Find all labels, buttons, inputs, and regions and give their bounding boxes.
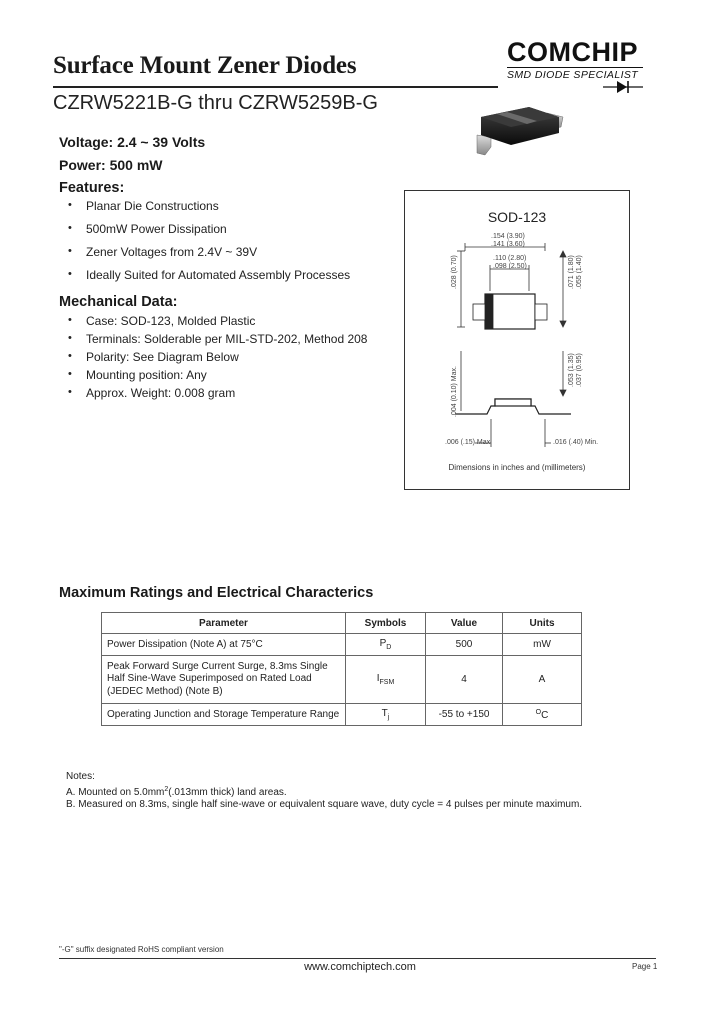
param-line: (JEDEC Method) (Note B)	[107, 685, 223, 697]
symbol-cell	[346, 704, 426, 726]
param-cell: Power Dissipation (Note A) at 75°C	[102, 634, 346, 656]
logo-name: COMCHIP	[507, 37, 638, 67]
dim-side-right-1: .053 (1.35)	[568, 353, 575, 387]
symbol-sub: D	[386, 644, 392, 651]
feature-item: • Planar Die Constructions	[68, 199, 350, 222]
unit-cell	[503, 704, 582, 726]
features-heading: Features:	[59, 180, 125, 196]
features-list	[68, 199, 350, 291]
col-symbols: Symbols	[346, 613, 426, 634]
dim-height-right-label	[568, 255, 584, 289]
table-row	[102, 656, 582, 704]
col-value: Value	[426, 613, 503, 634]
comchip-logo	[507, 38, 647, 96]
mechanical-heading: Mechanical Data:	[59, 294, 178, 310]
param-line: Half Sine-Wave Superimposed on Rated Load	[107, 673, 312, 685]
value-cell: 4	[426, 656, 503, 704]
logo-tagline: SMD DIODE SPECIALIST	[507, 69, 639, 81]
dim-side-right-2: .037 (0.95)	[576, 353, 583, 387]
table-row	[102, 634, 582, 656]
dim-bottom-left-label: .006 (.15) Max	[445, 439, 491, 446]
symbol-cell	[346, 634, 426, 656]
ratings-title: Maximum Ratings and Electrical Characterics	[59, 585, 374, 601]
power-spec: Power: 500 mW	[59, 157, 163, 173]
part-number-range: CZRW5221B-G thru CZRW5259B-G	[53, 92, 378, 114]
unit-main: C	[541, 709, 549, 721]
feature-item: • 500mW Power Dissipation	[68, 222, 350, 245]
feature-item: • Ideally Suited for Automated Assembly Processes	[68, 268, 350, 291]
dim-body-label	[493, 255, 527, 271]
note-b: B. Measured on 8.3ms, single half sine-wave or equivalent square wave, duty cycle = 4 pulses per minute maximum.	[66, 799, 583, 810]
diode-symbol-icon	[603, 80, 643, 94]
dim-height-right-2: .055 (1.40)	[576, 255, 583, 289]
dimension-caption: Dimensions in inches and (millimeters)	[448, 463, 586, 472]
dim-overall-label	[491, 233, 525, 249]
col-units: Units	[503, 613, 582, 634]
table-header-row	[102, 613, 582, 634]
mechanical-item: • Terminals: Solderable per MIL-STD-202, Method 208	[68, 332, 367, 350]
page-number: Page 1	[632, 962, 658, 971]
dim-overall-2: .141 (3.60)	[491, 241, 525, 248]
logo-underline	[507, 67, 643, 68]
dim-overall-1: .154 (3.90)	[491, 233, 525, 240]
dim-height-right-1: .071 (1.80)	[568, 255, 575, 289]
dim-body-1: .110 (2.80)	[493, 255, 527, 262]
spec-summary	[59, 134, 205, 180]
dim-side-right-label	[568, 353, 584, 387]
package-dimension-drawing	[404, 190, 630, 490]
mechanical-item: • Case: SOD-123, Molded Plastic	[68, 314, 367, 332]
param-cell: Operating Junction and Storage Temperature Range	[102, 704, 346, 726]
col-parameter: Parameter	[102, 613, 346, 634]
mechanical-list	[68, 314, 367, 404]
unit-sup: O	[535, 708, 542, 716]
dim-height-left-label: .028 (0.70)	[451, 255, 458, 289]
symbol-main: T	[381, 708, 388, 719]
ratings-table	[101, 612, 582, 726]
unit-cell: mW	[503, 634, 582, 656]
feature-item: • Zener Voltages from 2.4V ~ 39V	[68, 245, 350, 268]
sod123-package-image	[467, 103, 577, 163]
symbol-main: I	[376, 673, 380, 684]
voltage-spec: Voltage: 2.4 ~ 39 Volts	[59, 134, 206, 150]
package-name: SOD-123	[487, 209, 547, 225]
dim-body-2: .098 (2.50)	[493, 263, 527, 270]
footer-rule	[59, 958, 656, 959]
symbol-main: P	[379, 638, 387, 649]
notes-heading: Notes:	[66, 771, 95, 782]
note-a-text-post: (.013mm thick) land areas.	[168, 786, 287, 798]
table-row	[102, 704, 582, 726]
symbol-sub: j	[387, 714, 390, 721]
note-a	[66, 784, 582, 800]
value-cell: -55 to +150	[426, 704, 503, 726]
param-line: Peak Forward Surge Current Surge, 8.3ms Single	[107, 660, 328, 672]
notes-block	[66, 771, 582, 812]
document-title: Surface Mount Zener Diodes	[53, 52, 357, 79]
dim-bottom-right-label: .016 (.40) Min.	[553, 439, 599, 446]
mechanical-item: • Approx. Weight: 0.008 gram	[68, 386, 367, 404]
symbol-sub: FSM	[379, 679, 395, 686]
rohs-note: "-G" suffix designated RoHS compliant version	[59, 945, 224, 954]
note-a-text: A. Mounted on 5.0mm	[66, 786, 165, 798]
mechanical-item: • Mounting position: Any	[68, 368, 367, 386]
mechanical-item: • Polarity: See Diagram Below	[68, 350, 367, 368]
note-a-sup: 2	[164, 785, 169, 793]
website-link[interactable]: www.comchiptech.com	[304, 961, 416, 973]
title-rule	[53, 86, 498, 88]
dim-side-left-label: .004 (0.10) Max.	[451, 366, 458, 417]
unit-cell: A	[503, 656, 582, 704]
value-cell: 500	[426, 634, 503, 656]
symbol-cell	[346, 656, 426, 704]
param-cell	[102, 656, 346, 704]
